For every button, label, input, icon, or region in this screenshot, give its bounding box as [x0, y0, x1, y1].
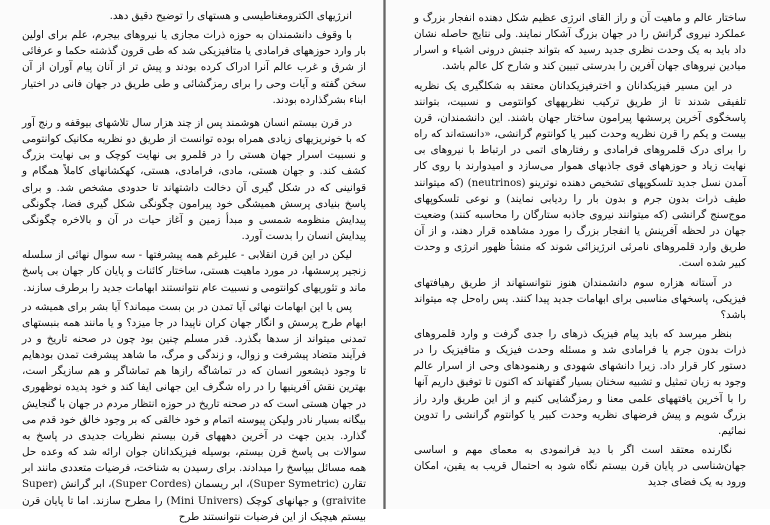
- left-paragraph-3: در قرن بیستم انسان هوشمند پس از چند هزار سال تلاشهای بیوقفه و رنج آور که با خونریزیهای زیادی همراه بوده توانست از طریق دو نظریه مکانیک کوانتومی و نسبیت اسرار جهان هستی را در قلمرو بی نهایت کوچک و بی نهایت بزرگ کشف کند. و جهان هستی، مادی، فرامادی، هستی، کهکشانهای کاملاً همگام و قوانینی که در شکل گیری آن دخالت داشتهاند تا حدودی مشخص شد. و برای پاسخ بنیادی پرسش همیشگی خود پیرامون چگونگی شکل گیری فضا، چگونگی پیدایش منظومه شمسی و مبدأ زمین و آغاز حیات در آن و بالاخره چگونگی پیدایش انسان را بدست آورد.: [22, 116, 366, 243]
- left-paragraph-5: پس با این ابهامات نهائی آیا تمدن در بن بست میماند؟ آیا بشر برای همیشه در ابهام طرح پرسش و انگار جهان کران ناپیدا در جا میزد؟ و یا مانند همه بنبستهای تمدنی میتواند از سدها بگذرد. قدر مسلم چنین بود چون در صحنه تاریخ و در فرآیند متضاد پیشرفت و زوال، و زندگی و مرگ، ما شاهد پیشرفت تمدن بودهایم تا وجود ذیشعور انسان که در تماشاگه رازها هم تماشاگر و هم سازیگر است، بهترین نقش آفرینیها را در راه شگرف این جهانی ایفا کند و خود پدیده نوظهوری در جهان هستی است که در صحنه تاریخ در حوزه انتظار مردم در جهان با گنجایش بیگانه بسیار نادر ولیکن پیوسته اتمام و خود خالقی که بر وجود خالق خود قدم می گذارد. بدین جهت در آخرین دهههای قرن بیستم نظریات جدیدی در پاسخ به سوالات بی پاسخ قرن بیستم، بوسیله فیزیکدانان جوان ارائه شد که وعده حل همه مسائل بیپاسخ را میدادند. برای رسیدن به شناخت، فرضیات متعددی مانند ابر تقارن (Super Symetric)، ابر ریسمان (Super Cordes)، ابر گرانش (Super graivite) و جهانهای کوچک (Mini Univers) را مطرح سازند. اما تا پایان قرن بیستم هیچیک از این فرضیات نتوانستند طرح: [22, 300, 367, 523]
- left-page: [0, 0, 384, 523]
- left-page-text: [22, 8, 367, 523]
- left-paragraph-2: با وقوف دانشمندان به حوزه ذرات مجازی یا نیروهای بیجرم، علم برای اولین بار وارد حوزههای فرامادی یا متافیزیکی شد که طی قرون گذشته حکما و عرفائی از شرق و غرب عالم آنرا ادراک کرده بودند و پیش تر از آنان پیام آوران از آن سخن گفته و آیات وحی را برای رمزگشائی و طی طریق در جهان فانی در اختیار ابناء بشرگذارده بودند.: [22, 29, 366, 106]
- right-paragraph-3: در آستانه هزاره سوم دانشمندان هنوز نتوانستهاند از طریق رهیافتهای فیزیکی، پاسخهای مناسبی برای ابهامات جدید پیدا کنند. پس راه‌حل چه میتواند باشد؟: [414, 276, 746, 321]
- right-paragraph-5: نگارنده معتقد است اگر با دید فرانمودی به معمای مهم و اساسی جهان‌شناسی در پایان قرن بیستم نگاه شود به احتمال قریب به یقین، امکان ورود به یک فضای جدید: [414, 444, 746, 489]
- right-paragraph-2: در این مسیر فیزیکدانان و اخترفیزیکدانان معتقد به شکلگیری یک نظریه تلفیقی شدند تا از طریق ترکیب نظریههای کوانتومی و نسبیت، بتوانند پاسخگوی آخرین پرسشها پیرامون ساختار جهان باشند. این دانشمندان، قرن بیست و یکم را قرن نظریه وحدت کبیر یا کوانتوم گرانشی، «دانسته‌اند که راه را برای درک قلمروهای فرامادی و رفتارهای اتمی در ارتباط با نیروهای بی نهایت زیاد و حوزههای قوی جاذبهای هموار می‌سازد و امیدوارند با روی کار آمدن نسل جدید تلسکوپهای تشخیص دهنده نوترینو (neutrinos) (که میتوانند طیف ذرات بدون جرم و بدون بار را ردیابی نمایند) و نوعی تلسکوپهای موج‌سنج گرانشی (که میتوانند نیروی جاذبه ستارگان را محاسبه کنند) وضعیت جهان در لحظه آفرینش یا انفجار بزرگ را مورد مشاهده قرار دهند، و از آن طریق وارد قلمروهای نامرئی انرژیزائی شوند که منشأ ظهور انرژی و وحدت کبیر شده است.: [414, 79, 746, 270]
- right-paragraph-1: ساختار عالم و ماهیت آن و راز القای انرژی عظیم شکل دهنده انفجار بزرگ و عملکرد نیروی گرانش را در جهان بزرگ آشکار نمایند. ولی نتایج حاصله نشان داد باید به یک وحدت نظری جدید رسید که بتواند جنبش درونی اشیاء و اسرار میادین نیروهای جهان آفرین را بدرستی تبیین کند و شارح کل عالم باشد.: [414, 12, 746, 73]
- left-paragraph-4: لیکن در این قرن انقلابی - علیرغم همه پیشرفتها - سه سوال نهائی از سلسله زنجیر پرسشها، در مورد ماهیت هستی، ساختار کائنات و پایان کار جهان بی پاسخ ماند و تئوریهای کوانتومی و نسبیت عام نتوانستند ابهامات جدید را برطرف سازند.: [22, 249, 366, 294]
- right-page-text: [414, 10, 746, 509]
- right-paragraph-4: بنظر میرسد که باید پیام فیزیک ذرهای را جدی گرفت و وارد قلمروهای ذرات بدون جرم یا فرامادی شد و مسئله وحدت فیزیک و متافیزیک را در دستور کار قرار داد. زیرا دانشهای شهودی و رهنمودهای وحی از اسرار عالم وجود به زبان تمثیل و تشبیه سخنان بسیار گفتهاند که اکنون تا توفیق داریم آنها را با آخرین یافتههای علمی معنا و رمزگشایی کنیم و از این طریق وارد راز بزرگ شویم و پیش فرضهای نظریه وحدت کبیر یا کوانتوم گرانشی را تدوین نمائیم.: [414, 327, 746, 437]
- left-paragraph-1: انرژیهای الکترومغناطیسی و هستهای را توضیح دقیق دهد.: [109, 10, 352, 22]
- right-page: [386, 0, 770, 509]
